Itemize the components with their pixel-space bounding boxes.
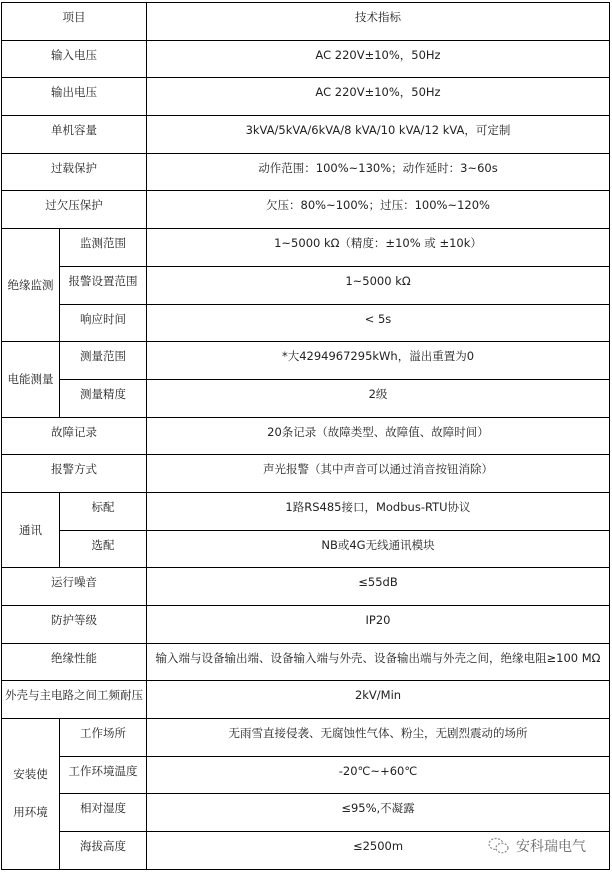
table-row — [2, 78, 610, 116]
table-row — [2, 530, 610, 568]
table-row — [2, 379, 610, 417]
value-cell — [147, 455, 610, 493]
value-cell — [147, 492, 610, 530]
group-label: 电能测量 — [7, 371, 54, 386]
item-label: 外壳与主电路之间工频耐压 — [5, 688, 143, 703]
item-label: 绝缘性能 — [51, 650, 97, 665]
table-row — [2, 794, 610, 832]
wechat-icon — [488, 837, 510, 855]
value-cell — [147, 191, 610, 229]
item-label: 过欠压保护 — [45, 198, 103, 213]
item-cell — [2, 417, 147, 455]
value-text: < 5s — [364, 311, 392, 326]
sub-item-label: 海拔高度 — [80, 839, 126, 854]
sub-item-label: 测量精度 — [80, 386, 126, 401]
table-row — [2, 681, 610, 719]
table-row — [2, 229, 610, 267]
value-cell — [147, 568, 610, 606]
value-text: 2kV/Min — [354, 688, 402, 703]
value-text: 1路RS485接口，Modbus-RTU协议 — [285, 499, 471, 514]
value-cell — [147, 342, 610, 380]
sub-item-label: 工作环境温度 — [68, 763, 138, 778]
value-text: 1~5000 kΩ — [345, 273, 411, 288]
item-cell — [2, 455, 147, 493]
sub-item-label: 选配 — [91, 537, 115, 552]
group-cell — [2, 229, 60, 342]
item-label: 防护等级 — [51, 613, 97, 627]
value-cell — [147, 40, 610, 78]
table-row — [2, 266, 610, 304]
value-cell — [147, 643, 610, 681]
value-text: 2级 — [368, 386, 388, 401]
value-text: AC 220V±10%，50Hz — [315, 85, 441, 100]
header-spec — [147, 3, 610, 41]
value-cell — [147, 530, 610, 568]
value-text: -20℃~+60℃ — [338, 763, 418, 778]
table-row — [2, 304, 610, 342]
value-text: 3kVA/5kVA/6kVA/8 kVA/10 kVA/12 kVA，可定制 — [245, 123, 511, 138]
table-row — [2, 417, 610, 455]
sub-item-label: 报警设置范围 — [68, 273, 138, 288]
table-row — [2, 643, 610, 681]
value-cell — [147, 417, 610, 455]
item-label: 运行噪音 — [51, 575, 97, 590]
value-cell — [147, 78, 610, 116]
value-text: 1~5000 kΩ（精度：±10% 或 ±10k） — [274, 236, 482, 251]
sub-item-cell — [60, 794, 147, 832]
value-text: 20条记录（故障类型、故障值、故障时间） — [267, 424, 489, 439]
group-label-line: 用环境 — [13, 804, 48, 819]
table-row — [2, 719, 610, 757]
sub-item-cell — [60, 756, 147, 794]
value-text: IP20 — [365, 613, 391, 627]
value-text: 输入端与设备输出端、设备输入端与外壳、设备输出端与外壳之间，绝缘电阻≥100 MΩ — [155, 650, 601, 665]
header-item-label: 项目 — [62, 10, 86, 24]
item-label: 故障记录 — [51, 424, 97, 439]
item-label: 输入电压 — [51, 47, 97, 62]
table-header-row — [2, 3, 610, 41]
value-cell — [147, 756, 610, 794]
sub-item-label: 相对湿度 — [80, 801, 126, 816]
group-label-line: 安装使 — [13, 767, 48, 782]
sub-item-cell — [60, 229, 147, 267]
item-label: 输出电压 — [51, 85, 97, 100]
table-row — [2, 492, 610, 530]
item-label: 过载保护 — [51, 160, 97, 175]
sub-item-label: 监测范围 — [80, 236, 126, 251]
spec-table — [1, 2, 610, 870]
item-cell — [2, 78, 147, 116]
item-cell — [2, 116, 147, 154]
item-cell — [2, 606, 147, 644]
value-text: *大4294967295kWh，溢出重置为0 — [281, 349, 475, 364]
value-cell — [147, 606, 610, 644]
value-cell — [147, 379, 610, 417]
value-cell — [147, 794, 610, 832]
item-cell — [2, 153, 147, 191]
item-cell — [2, 643, 147, 681]
value-cell — [147, 681, 610, 719]
table-row — [2, 40, 610, 78]
value-text: 动作范围：100%~130%；动作延时：3~60s — [258, 160, 498, 175]
table-row — [2, 116, 610, 154]
group-cell — [2, 719, 60, 870]
table-row — [2, 756, 610, 794]
header-spec-label: 技术指标 — [355, 10, 401, 24]
value-cell — [147, 266, 610, 304]
sub-item-label: 响应时间 — [80, 311, 126, 326]
group-cell — [2, 492, 60, 567]
sub-item-cell — [60, 832, 147, 870]
value-cell — [147, 304, 610, 342]
value-cell — [147, 116, 610, 154]
header-item — [2, 3, 147, 41]
value-text: 声光报警（其中声音可以通过消音按钮消除） — [263, 462, 493, 477]
item-cell — [2, 191, 147, 229]
sub-item-cell — [60, 530, 147, 568]
value-cell — [147, 229, 610, 267]
watermark-text: 安科瑞电气 — [516, 839, 586, 855]
item-cell — [2, 681, 147, 719]
table-row — [2, 455, 610, 493]
value-text: ≤95%,不凝露 — [341, 801, 415, 816]
value-cell — [147, 719, 610, 757]
value-text: 欠压：80%~100%；过压：100%~120% — [266, 198, 490, 213]
item-label: 报警方式 — [51, 462, 97, 477]
sub-item-label: 测量范围 — [80, 349, 126, 364]
table-row — [2, 568, 610, 606]
sub-item-cell — [60, 266, 147, 304]
table-row — [2, 153, 610, 191]
item-label: 单机容量 — [51, 123, 97, 138]
sub-item-cell — [60, 719, 147, 757]
item-cell — [2, 40, 147, 78]
value-text: ≤55dB — [358, 575, 398, 590]
value-text: 无雨雪直接侵袭、无腐蚀性气体、粉尘，无剧烈震动的场所 — [228, 726, 528, 741]
watermark — [488, 836, 586, 856]
table-row — [2, 606, 610, 644]
sub-item-label: 工作场所 — [80, 726, 126, 741]
sub-item-cell — [60, 342, 147, 380]
table-row — [2, 191, 610, 229]
value-cell — [147, 153, 610, 191]
sub-item-cell — [60, 492, 147, 530]
value-text: AC 220V±10%，50Hz — [315, 47, 441, 62]
group-label: 通讯 — [19, 522, 42, 537]
value-text: ≤2500m — [352, 839, 404, 854]
sub-item-label: 标配 — [91, 499, 115, 514]
item-cell — [2, 568, 147, 606]
group-cell — [2, 342, 60, 417]
table-row — [2, 342, 610, 380]
sub-item-cell — [60, 379, 147, 417]
value-text: NB或4G无线通讯模块 — [321, 537, 435, 552]
group-label: 绝缘监测 — [7, 277, 54, 292]
sub-item-cell — [60, 304, 147, 342]
